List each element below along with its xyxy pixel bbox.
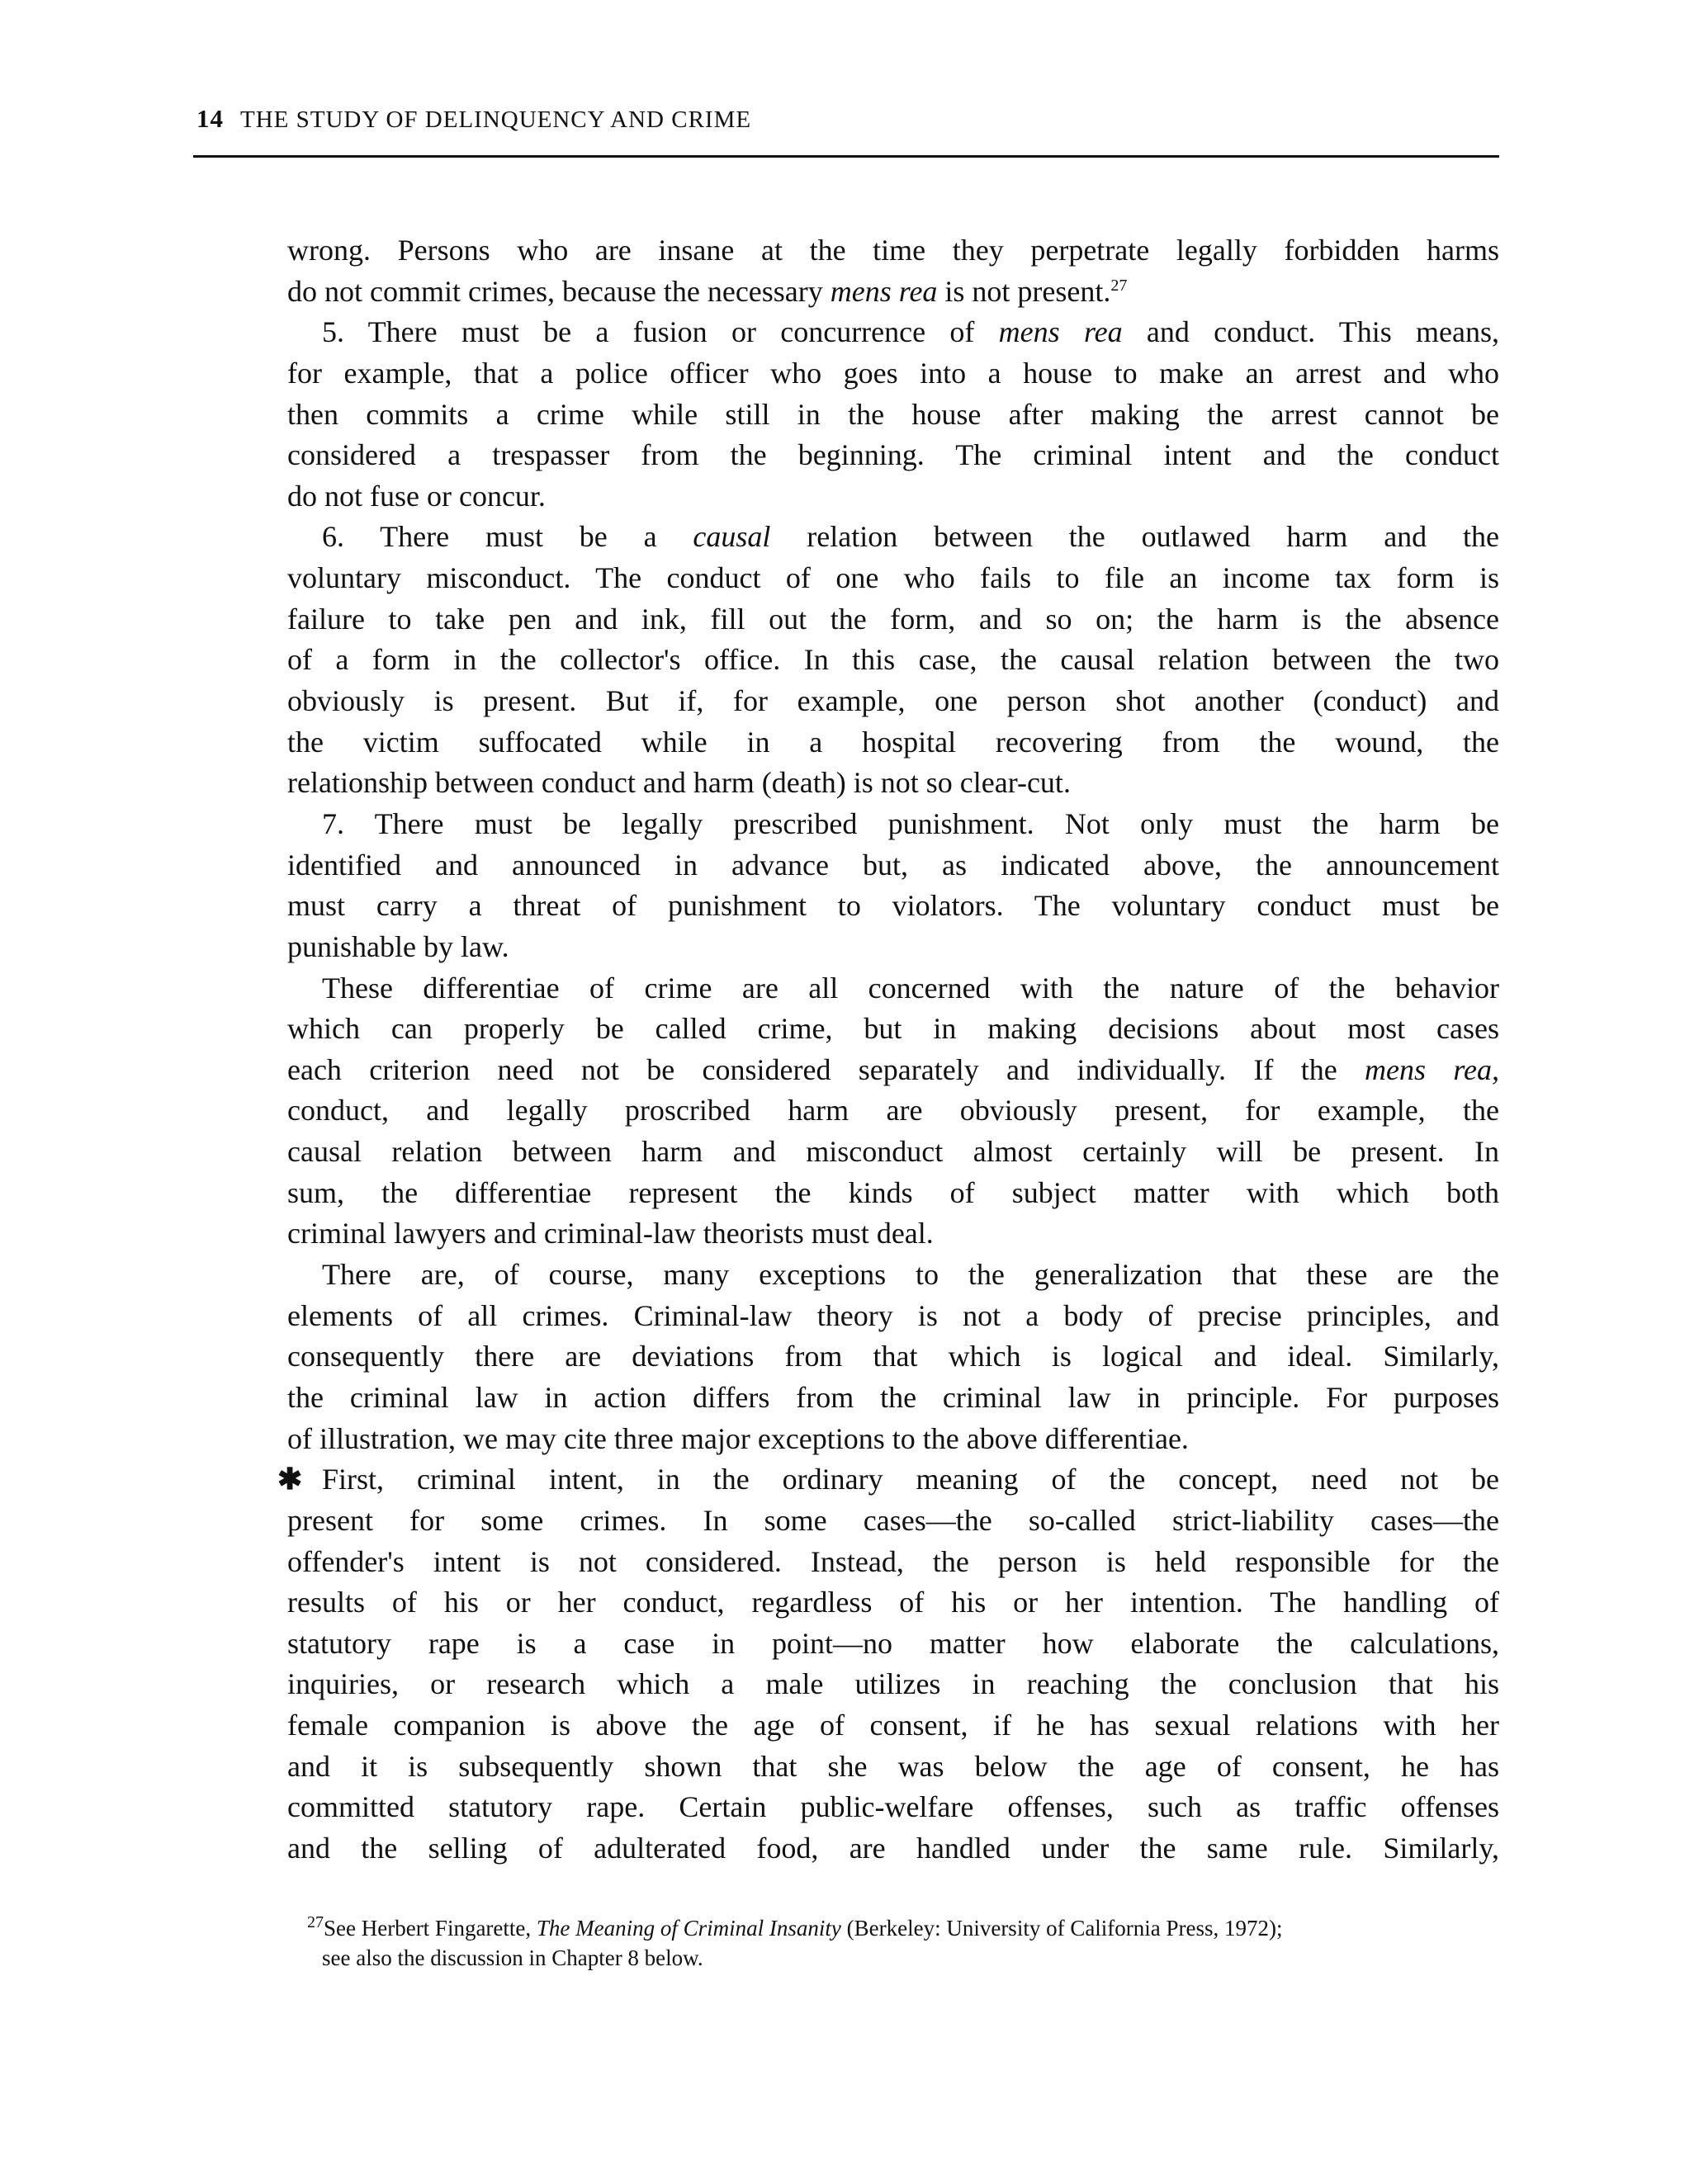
footnote-line: [307, 1913, 1499, 1943]
text-run: committed statutory rape. Certain public-welfare offenses, such as traffic offenses: [287, 1790, 1499, 1824]
footnote-text: (Berkeley: University of California Press, 1972);: [840, 1916, 1283, 1941]
text-line: [287, 1213, 1499, 1255]
text-line: [287, 476, 1499, 518]
handwritten-asterisk-mark: ✱: [277, 1463, 303, 1496]
text-run: consequently there are deviations from that which is logical and ideal. Similarly,: [287, 1340, 1499, 1373]
footnote-reference: 27: [1110, 276, 1128, 295]
text-run: female companion is above the age of consent, if he has sexual relations with her: [287, 1709, 1499, 1742]
text-run: First, criminal intent, in the ordinary meaning of the concept, need not be: [322, 1463, 1499, 1496]
text-line: [287, 968, 1499, 1009]
footnote-text: See Herbert Fingarette,: [324, 1916, 537, 1941]
text-run: present for some crimes. In some cases—the so-called strict-liability cases—the: [287, 1503, 1499, 1537]
text-line: [287, 558, 1499, 599]
text-run: of illustration, we may cite three major exceptions to the above differentiae.: [287, 1421, 1189, 1455]
text-run: relation between the outlawed harm and the: [770, 520, 1499, 554]
text-run: identified and announced in advance but, as indicated above, the announcement: [287, 848, 1499, 882]
text-run: punishable by law.: [287, 929, 509, 963]
text-line: [287, 230, 1499, 272]
body-text: [277, 230, 1500, 1870]
text-line: [287, 1419, 1499, 1460]
text-run: is not present.: [937, 274, 1111, 308]
text-line: [287, 763, 1499, 804]
text-run: results of his or her conduct, regardless of his or her intention. The handling of: [287, 1586, 1499, 1619]
text-line: [287, 1336, 1499, 1378]
text-run: These differentiae of crime are all concerned with the nature of the behavior: [322, 971, 1499, 1005]
text-run: do not commit crimes, because the necessary: [287, 274, 831, 308]
text-line: [287, 1009, 1499, 1050]
text-run: 7. There must be legally prescribed punishment. Not only must the harm be: [322, 806, 1499, 840]
text-line: [287, 804, 1499, 845]
text-line: [287, 1828, 1499, 1870]
text-run: and the selling of adulterated food, are handled under the same rule. Similarly,: [287, 1831, 1499, 1865]
text-run: each criterion need not be considered separately and individually. If the: [287, 1052, 1365, 1086]
text-line: [287, 681, 1499, 722]
text-run: relationship between conduct and harm (death) is not so clear-cut.: [287, 766, 1071, 800]
italic-term: mens rea: [998, 315, 1123, 349]
text-line: [287, 1624, 1499, 1665]
italic-term: mens rea: [830, 274, 938, 308]
text-run: statutory rape is a case in point—no matter how elaborate the calculations,: [287, 1626, 1499, 1660]
text-line: [287, 1050, 1499, 1091]
text-run: 6. There must be a: [322, 520, 693, 554]
text-run: obviously is present. But if, for example, one person shot another (conduct) and: [287, 684, 1499, 718]
text-line: [287, 312, 1499, 353]
italic-term: causal: [693, 520, 771, 554]
text-line: [287, 1173, 1499, 1214]
text-run: inquiries, or research which a male utilizes in reaching the conclusion that his: [287, 1667, 1499, 1701]
text-line: [287, 395, 1499, 436]
text-line: [287, 640, 1499, 681]
text-run: considered a trespasser from the beginning. The criminal intent and the conduct: [287, 438, 1499, 472]
text-line: [287, 927, 1499, 968]
text-line: [287, 1255, 1499, 1296]
text-line: [287, 353, 1499, 395]
text-line: [287, 517, 1499, 558]
text-run: failure to take pen and ink, fill out the form, and so on; the harm is the absence: [287, 602, 1499, 636]
footnote-book-title: The Meaning of Criminal Insanity: [536, 1916, 841, 1941]
text-run: offender's intent is not considered. Instead, the person is held responsible for the: [287, 1544, 1499, 1578]
text-run: must carry a threat of punishment to violators. The voluntary conduct must be: [287, 889, 1499, 923]
text-line: [287, 1378, 1499, 1419]
text-line: [287, 1664, 1499, 1705]
italic-term: mens rea,: [1365, 1052, 1500, 1086]
text-run: conduct, and legally proscribed harm are obviously present, for example, the: [287, 1094, 1499, 1127]
text-run: then commits a crime while still in the house after making the arrest cannot be: [287, 397, 1499, 431]
text-run: criminal lawyers and criminal-law theorists must deal.: [287, 1217, 934, 1250]
running-title: THE STUDY OF DELINQUENCY AND CRIME: [240, 106, 752, 133]
text-line: [287, 1542, 1499, 1583]
text-run: elements of all crimes. Criminal-law theory is not a body of precise principles, and: [287, 1298, 1499, 1332]
text-run: 5. There must be a fusion or concurrence of: [322, 315, 999, 349]
text-line: [287, 1501, 1499, 1542]
text-line: [277, 1459, 1499, 1501]
text-line: [287, 845, 1499, 886]
footnote-line: see also the discussion in Chapter 8 below.: [322, 1945, 703, 1970]
text-line: [287, 1787, 1499, 1828]
text-run: for example, that a police officer who goes into a house to make an arrest and who: [287, 356, 1499, 390]
text-run: the victim suffocated while in a hospital recovering from the wound, the: [287, 725, 1499, 759]
text-run: of a form in the collector's office. In this case, the causal relation between the two: [287, 643, 1499, 677]
text-run: the criminal law in action differs from the criminal law in principle. For purposes: [287, 1380, 1499, 1414]
text-line: [287, 272, 1499, 313]
text-run: and it is subsequently shown that she was below the age of consent, he has: [287, 1749, 1499, 1783]
text-line: [287, 1582, 1499, 1624]
text-line: [287, 722, 1499, 763]
footnote-marker: 27: [307, 1913, 324, 1931]
text-run: sum, the differentiae represent the kinds of subject matter with which both: [287, 1175, 1499, 1209]
text-line: [287, 1705, 1499, 1747]
text-line: [287, 1296, 1499, 1337]
header-rule: [193, 155, 1499, 158]
text-run: which can properly be called crime, but in making decisions about most cases: [287, 1012, 1499, 1046]
footnote: [307, 1913, 1499, 1973]
text-run: and conduct. This means,: [1122, 315, 1500, 349]
text-run: There are, of course, many exceptions to the generalization that these are the: [322, 1258, 1499, 1292]
text-run: voluntary misconduct. The conduct of one who fails to file an income tax form is: [287, 561, 1499, 595]
running-header: [196, 104, 751, 134]
page-number: 14: [196, 104, 224, 133]
text-line: [287, 1090, 1499, 1132]
text-run: do not fuse or concur.: [287, 479, 546, 513]
text-line: [287, 1132, 1499, 1173]
text-line: [287, 1747, 1499, 1788]
text-line: [287, 435, 1499, 476]
text-line: [287, 599, 1499, 641]
text-run: wrong. Persons who are insane at the time they perpetrate legally forbidden harms: [287, 234, 1499, 267]
text-line: [287, 886, 1499, 927]
text-run: causal relation between harm and misconduct almost certainly will be present. In: [287, 1135, 1499, 1169]
